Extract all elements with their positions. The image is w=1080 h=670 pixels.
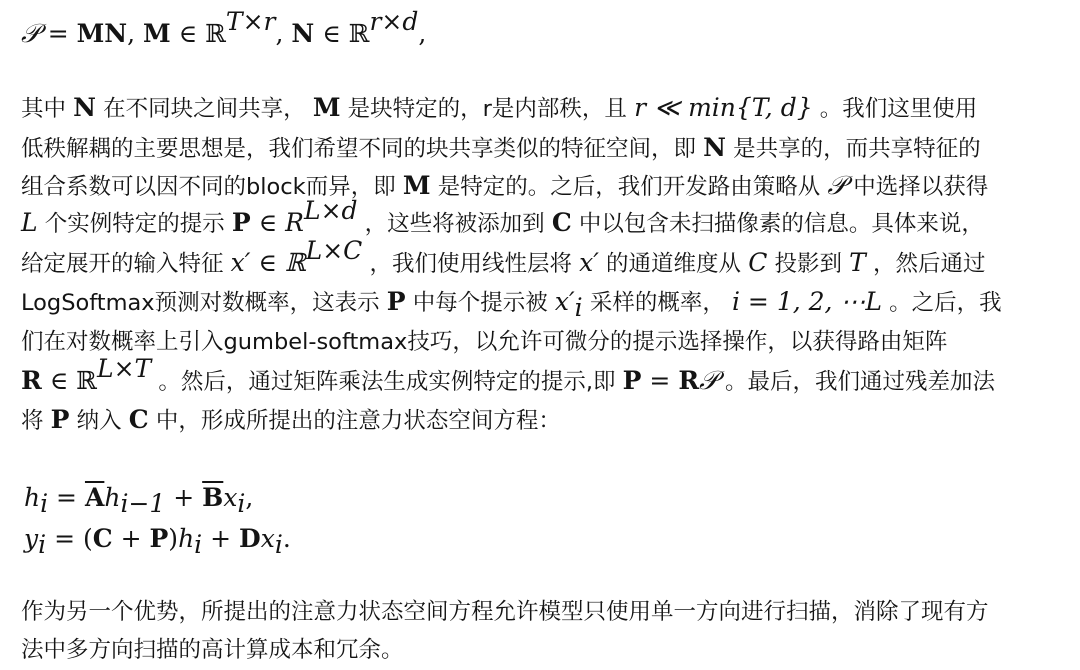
paragraph-line: 法中多方向扫描的高计算成本和冗余。 bbox=[21, 637, 404, 663]
paragraph-line: 作为另一个优势，所提出的注意力状态空间方程允许模型只使用单一方向进行扫描，消除了现有方 bbox=[21, 599, 989, 625]
paragraph-line: 将 P 纳入 C 中，形成所提出的注意力状态空间方程： bbox=[21, 405, 561, 434]
formula-line: 𝒫 = MN, M ∈ ℝ$^{T\times r}$, N ∈ ℝ$^{r\times d}$, bbox=[21, 7, 427, 49]
equation-line: $y_i = (C + P)h_i + Dx_i$. bbox=[24, 524, 291, 559]
paragraph-line: 低秩解耦的主要思想是，我们希望不同的块共享类似的特征空间，即 N 是共享的，而共享特征的 bbox=[21, 133, 981, 162]
equation-line: $h_i = \overline{A}h_{i-1} + \overline{B}x_i$, bbox=[24, 483, 254, 518]
paragraph-line: LogSoftmax预测对数概率，这表示 P 中每个提示被 $x'_i$ 采样的概率， i = 1, 2, ⋯L 。之后，我 bbox=[21, 287, 1002, 322]
paragraph-line: 其中 N 在不同块之间共享， M 是块特定的，r是内部秩，且 r ≪ min{T, d} 。我们这里使用 bbox=[21, 93, 978, 122]
paragraph-line: 组合系数可以因不同的block而异，即 M 是特定的。之后，我们开发路由策略从 𝒫 中选择以获得 bbox=[21, 171, 989, 201]
paragraph-line: R ∈ ℝ$^{L\times T}$ 。然后，通过矩阵乘法生成实例特定的提示,即 P = R𝒫 。最后，我们通过残差加法 bbox=[21, 354, 996, 396]
paragraph-line: L 个实例特定的提示 P ∈ $R^{L\times d}$ ，这些将被添加到 C 中以包含未扫描像素的信息。具体来说， bbox=[21, 196, 984, 237]
paragraph-line: 们在对数概率上引入gumbel-softmax技巧，以允许可微分的提示选择操作，以获得路由矩阵 bbox=[21, 329, 948, 355]
paragraph-line: 给定展开的输入特征 x′ ∈ ℝ$^{L\times C}$ ，我们使用线性层将 x′ 的通道维度从 C 投影到 T ，然后通过 bbox=[21, 236, 986, 277]
